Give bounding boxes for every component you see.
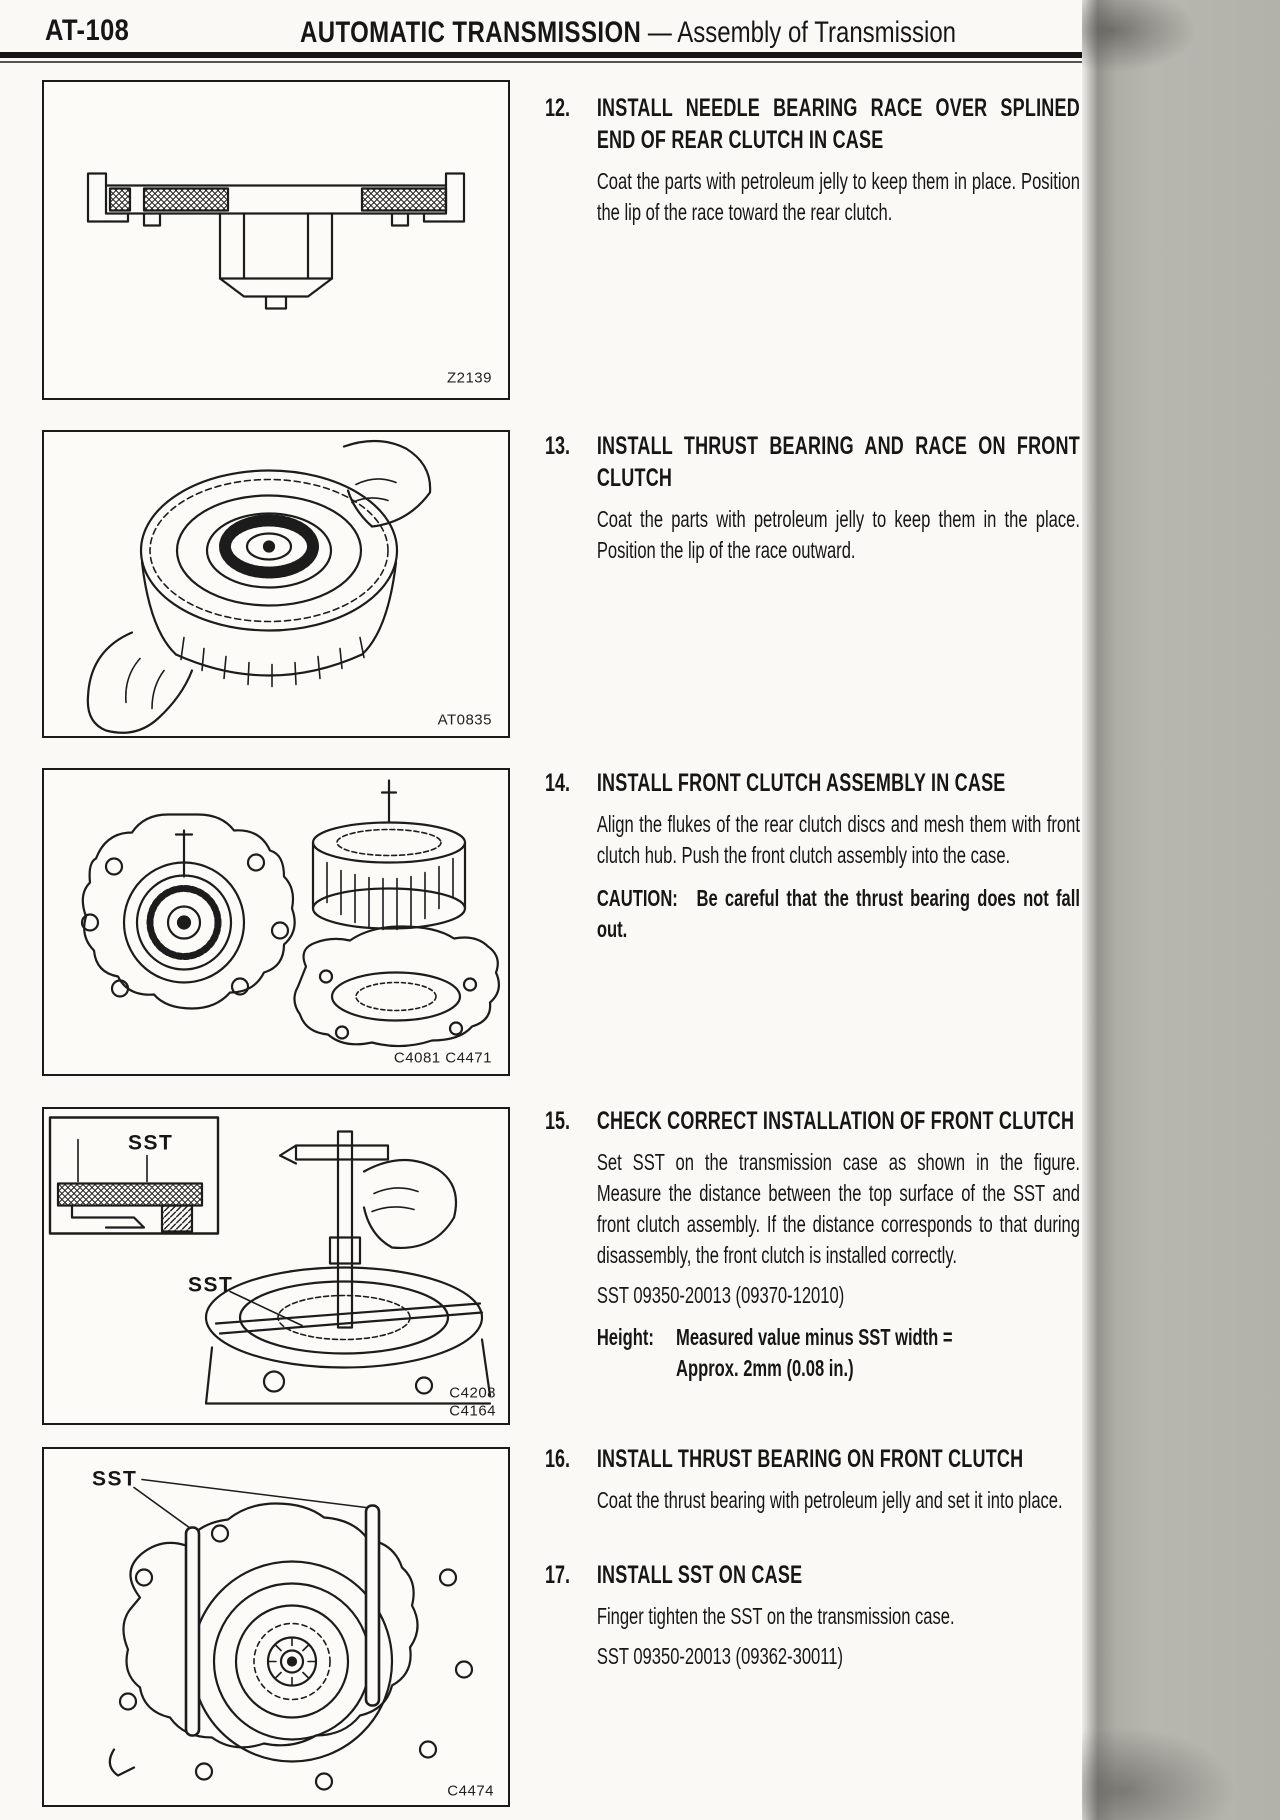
step-16: [545, 1443, 1080, 1516]
sst-bar-section-hatch: [58, 1184, 202, 1206]
bearing-hatch-left-small: [110, 189, 130, 211]
transmission-case-top: [294, 927, 498, 1047]
step-body: Coat the parts with petroleum jelly to keep them in the place. Position the lip of the race outward.: [596, 506, 1080, 563]
title-separator: —: [647, 16, 672, 49]
figure-thrust-bearing-front-clutch: [42, 430, 510, 738]
figure-code-2: C4164: [449, 1402, 496, 1420]
step-body: Finger tighten the SST on the transmission case.: [596, 1603, 955, 1629]
sst-label: SST: [92, 1467, 138, 1491]
lower-hand: [88, 633, 192, 733]
step-number: 16.: [545, 1445, 571, 1473]
instruction-column: [545, 0, 1080, 1820]
step-number: 17.: [545, 1561, 571, 1589]
step-heading: CHECK CORRECT INSTALLATION OF FRONT CLUTCH: [596, 1107, 1075, 1135]
sst-part-number: SST 09350-20013 (09362-30011): [596, 1643, 843, 1669]
step-heading: INSTALL NEEDLE BEARING RACE OVER SPLINED END OF REAR CLUTCH IN CASE: [596, 94, 1080, 154]
figure-code: C4208: [449, 1384, 496, 1402]
step-body: Coat the parts with petroleum jelly to keep them in place. Position the lip of the race toward the rear clutch.: [596, 168, 1080, 225]
sst-guide-pin-right: [366, 1506, 379, 1706]
figure-code: Z2139: [446, 369, 492, 387]
sst-measurement-drawing: [44, 1109, 508, 1423]
needle-bearing-hatch-right: [362, 189, 446, 211]
front-clutch-drum: [313, 889, 465, 929]
step-body: Set SST on the transmission case as shown in the figure. Measure the distance between the top surface of the SST and front clutch assembly. If the distance corresponds to that during disassembly, the front clutch is installed correctly.: [596, 1149, 1080, 1268]
case-end-flange: [83, 815, 295, 1009]
sst-label-main: SST: [188, 1273, 234, 1297]
spec-value: Measured value minus SST width = Approx. 2mm (0.08 in.): [676, 1324, 953, 1381]
front-clutch-install-drawing: [44, 770, 508, 1074]
section-subtitle: Assembly of Transmission: [677, 16, 957, 49]
step-12: [545, 92, 1080, 228]
sst-label-inset: SST: [128, 1131, 174, 1155]
figure-code: C4474: [447, 1782, 494, 1800]
step-17: [545, 1559, 1080, 1672]
step-body: Coat the thrust bearing with petroleum jelly and set it into place.: [596, 1487, 1063, 1513]
step-heading: INSTALL THRUST BEARING ON FRONT CLUTCH: [596, 1445, 1024, 1473]
case-wall-section-hatch: [162, 1206, 192, 1232]
step-number: 14.: [545, 769, 571, 797]
step-heading: INSTALL FRONT CLUTCH ASSEMBLY IN CASE: [596, 769, 1006, 797]
caution-text: Be careful that the thrust bearing does not fall out.: [596, 885, 1080, 942]
step-15: [545, 1105, 1080, 1384]
step-number: 13.: [545, 432, 571, 460]
step-heading: INSTALL THRUST BEARING AND RACE ON FRONT CLUTCH: [596, 432, 1080, 492]
needle-bearing-race-section-drawing: [44, 82, 508, 398]
step-14: [545, 767, 1080, 945]
input-shaft: [382, 781, 396, 823]
rear-clutch-splined-end: [220, 214, 332, 297]
spec-label: Height:: [596, 1324, 654, 1350]
sst-part-number: SST 09350-20013 (09370-12010): [596, 1282, 845, 1308]
sst-guide-pin-left: [186, 1528, 199, 1736]
figure-front-clutch-into-case: [42, 768, 510, 1076]
hand-holding-caliper: [364, 1160, 456, 1248]
caution-note: [597, 883, 1080, 945]
needle-bearing-hatch-left: [144, 189, 228, 211]
section-title: AUTOMATIC TRANSMISSION: [300, 16, 642, 49]
sst-on-case-drawing: [44, 1449, 508, 1805]
vernier-caliper-beam: [338, 1132, 352, 1328]
figure-sst-caliper-measurement: [42, 1107, 510, 1425]
step-heading: INSTALL SST ON CASE: [596, 1561, 803, 1589]
figure-needle-bearing-race: [42, 80, 510, 400]
caution-label: CAUTION:: [596, 885, 678, 911]
scan-edge-shadow: [1082, 0, 1280, 1820]
case-body: [206, 1340, 490, 1404]
page-number: AT-108: [45, 14, 130, 47]
step-body: Align the flukes of the rear clutch discs and mesh them with front clutch hub. Push the front clutch assembly into the case.: [596, 811, 1080, 868]
step-number: 15.: [545, 1107, 571, 1135]
vernier-caliper-head: [280, 1146, 388, 1164]
step-number: 12.: [545, 94, 571, 122]
figure-code: C4081 C4471: [393, 1049, 492, 1067]
figure-sst-on-case: [42, 1447, 510, 1807]
step-13: [545, 430, 1080, 566]
figure-code: AT0835: [437, 711, 492, 729]
height-spec: [597, 1322, 1080, 1384]
thrust-bearing-install-drawing: [44, 432, 508, 736]
